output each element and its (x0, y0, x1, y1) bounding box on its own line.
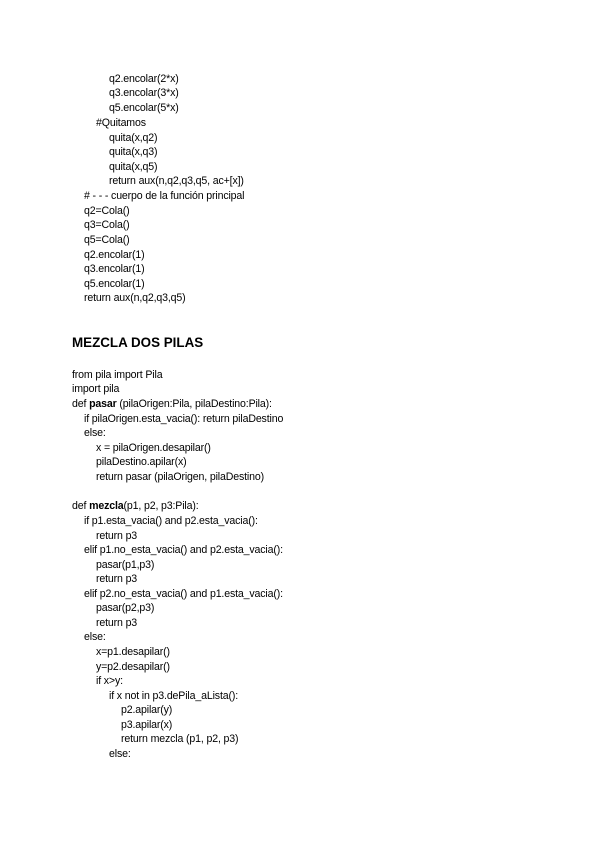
code-line: if pilaOrigen.esta_vacia(): return pilaDestino (84, 413, 284, 425)
code-line: q2.encolar(1) (84, 249, 145, 261)
code-line: return aux(n,q2,q3,q5, ac+[x]) (109, 175, 244, 187)
code-line: else: (109, 748, 131, 760)
code-line: return p3 (96, 573, 138, 585)
code-line: if x>y: (96, 675, 123, 687)
code-line: pasar(p1,p3) (96, 559, 155, 571)
function-def-mezcla (72, 499, 199, 513)
code-line: quita(x,q2) (109, 132, 158, 144)
code-line: p3.apilar(x) (121, 719, 173, 731)
code-line: return aux(n,q2,q3,q5) (84, 292, 186, 304)
function-signature: (pilaOrigen:Pila, pilaDestino:Pila): (116, 398, 272, 410)
code-line: import pila (72, 383, 120, 395)
code-line: return pasar (pilaOrigen, pilaDestino) (96, 471, 265, 483)
function-name: pasar (89, 398, 117, 410)
code-comment: #Quitamos (96, 117, 146, 129)
def-keyword: def (72, 500, 90, 512)
code-line: if p1.esta_vacia() and p2.esta_vacia(): (84, 515, 258, 527)
code-line: if x not in p3.dePila_aLista(): (109, 690, 239, 702)
code-line: from pila import Pila (72, 369, 163, 381)
section-title: MEZCLA DOS PILAS (72, 335, 204, 350)
code-line: elif p1.no_esta_vacia() and p2.esta_vacia(): (84, 544, 283, 556)
code-line: quita(x,q3) (109, 146, 158, 158)
code-line: x = pilaOrigen.desapilar() (96, 442, 211, 454)
function-signature: (p1, p2, p3:Pila): (123, 500, 199, 512)
def-keyword: def (72, 398, 90, 410)
code-line: q3.encolar(3*x) (109, 87, 179, 99)
code-line: q3=Cola() (84, 219, 130, 231)
code-line: return p3 (96, 617, 138, 629)
code-line: else: (84, 631, 106, 643)
code-comment: # - - - cuerpo de la función principal (84, 190, 245, 202)
code-line: q5.encolar(5*x) (109, 102, 179, 114)
code-line: else: (84, 427, 106, 439)
code-line: pilaDestino.apilar(x) (96, 456, 187, 468)
code-line: q3.encolar(1) (84, 263, 145, 275)
function-name: mezcla (89, 500, 124, 512)
code-line: return p3 (96, 530, 138, 542)
code-line: quita(x,q5) (109, 161, 158, 173)
code-line: q5.encolar(1) (84, 278, 145, 290)
code-line: q2=Cola() (84, 205, 130, 217)
code-line: p2.apilar(y) (121, 704, 173, 716)
function-def-pasar (72, 397, 272, 411)
code-line: x=p1.desapilar() (96, 646, 170, 658)
code-line: q2.encolar(2*x) (109, 73, 179, 85)
code-line: q5=Cola() (84, 234, 130, 246)
code-line: elif p2.no_esta_vacia() and p1.esta_vacia(): (84, 588, 283, 600)
code-line: y=p2.desapilar() (96, 661, 170, 673)
code-line: pasar(p2,p3) (96, 602, 155, 614)
code-line: return mezcla (p1, p2, p3) (121, 733, 239, 745)
